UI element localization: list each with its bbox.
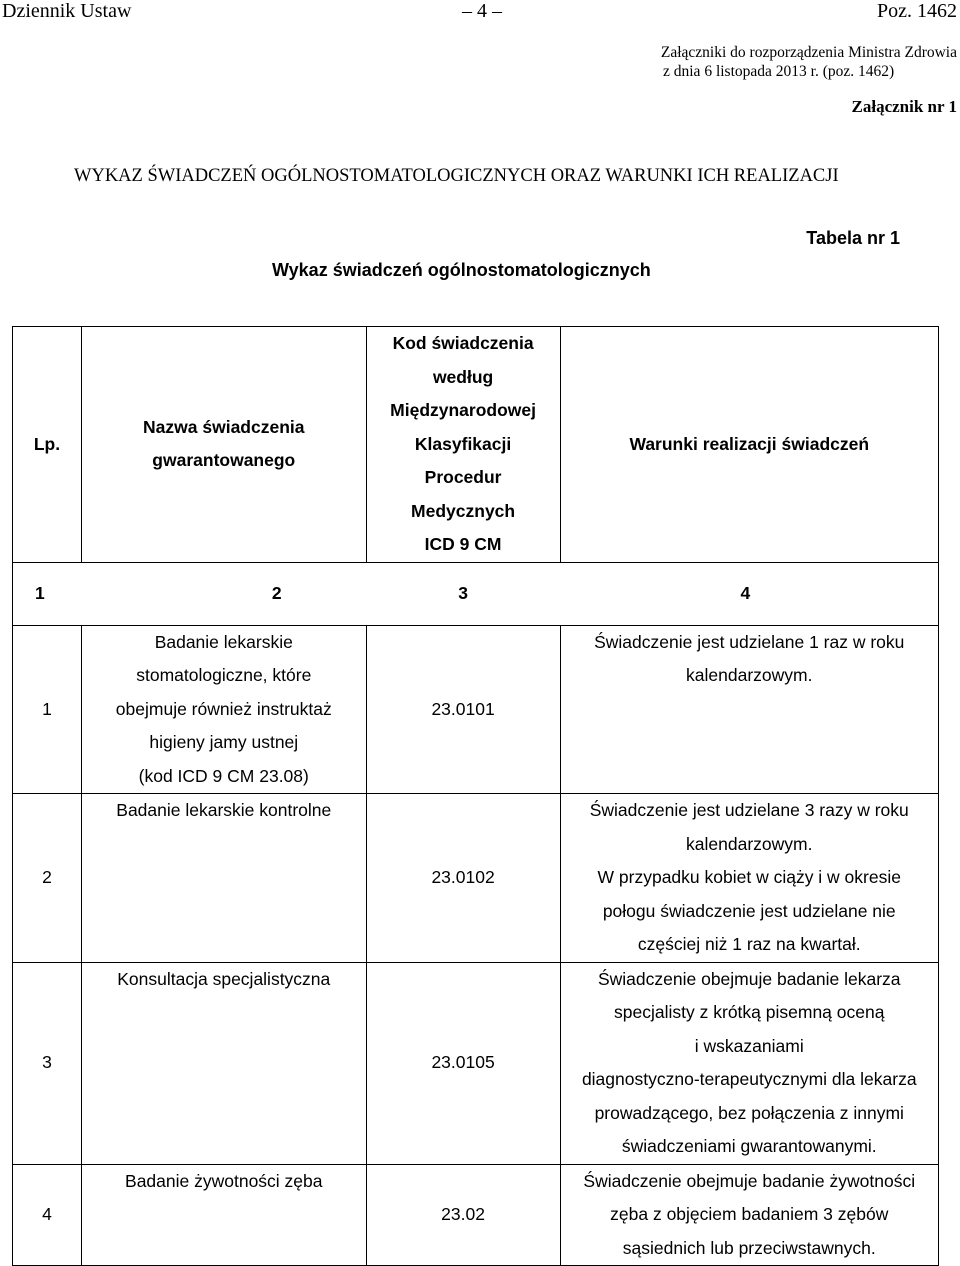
row-name-line: Konsultacja specjalistyczna [117,968,331,989]
row-name-line: (kod ICD 9 CM 23.08) [138,765,309,786]
table-row [13,1164,939,1266]
row-conditions-line: W przypadku kobiet w ciąży i w okresie [597,867,901,887]
row-code: 23.02 [366,1164,560,1266]
header-code-line: ICD 9 CM [424,534,502,554]
row-conditions [560,962,938,1164]
table-title: Wykaz świadczeń ogólnostomatologicznych [272,260,651,280]
row-name-line: higieny jamy ustnej [149,732,299,752]
row-conditions-line: Świadczenie obejmuje badanie żywotności [583,1170,916,1191]
position-number: Poz. 1462 [877,0,957,22]
column-number-row [13,562,939,625]
row-conditions-line: specjalisty z krótką pisemną oceną [614,1002,885,1022]
column-number: 4 [560,562,938,625]
header-code-line: Medycznych [411,500,516,521]
column-number: 3 [366,562,560,625]
header-code-line: Międzynarodowej [390,400,536,420]
table-header-row [13,327,939,563]
header-lp: Lp. [13,327,82,563]
attachment-note-line1: Załączniki do rozporządzenia Ministra Zdrowia [660,44,957,61]
header-code-line: Kod świadczenia [392,333,534,353]
row-conditions-line: połogu świadczenie jest udzielane nie [602,900,896,921]
row-conditions [560,625,938,794]
table-row [13,794,939,963]
row-code: 23.0102 [366,794,560,963]
row-conditions-line: prowadzącego, bez połączenia z innymi [594,1102,904,1123]
row-name [81,962,366,1164]
row-code: 23.0105 [366,962,560,1164]
row-conditions-line: świadczeniami gwarantowanymi. [621,1136,877,1156]
header-code-line: według [432,366,494,387]
row-conditions-line: Świadczenie obejmuje badanie lekarza [597,968,901,989]
row-conditions-line: Świadczenie jest udzielane 1 raz w roku [594,631,905,652]
column-number: 2 [81,562,366,625]
row-name-line: Badanie lekarskie [154,631,293,652]
page-number: – 4 – [462,0,502,22]
header-code-line: Klasyfikacji [414,433,512,454]
row-name-line: Badanie lekarskie kontrolne [116,800,332,820]
row-name-line: obejmuje również instruktaż [115,698,332,719]
row-lp: 3 [13,962,82,1164]
row-conditions [560,1164,938,1266]
column-number: 1 [13,562,82,625]
row-name [81,1164,366,1266]
row-lp: 1 [13,625,82,794]
row-lp: 2 [13,794,82,963]
services-table [12,326,939,1266]
row-code: 23.0101 [366,625,560,794]
header-conditions: Warunki realizacji świadczeń [560,327,938,563]
row-lp: 4 [13,1164,82,1266]
row-name [81,794,366,963]
row-conditions [560,794,938,963]
row-conditions-line: kalendarzowym. [686,833,813,854]
header-name [81,327,366,563]
row-conditions-line: i wskazaniami [694,1035,804,1056]
row-name-line: Badanie żywotności zęba [125,1170,323,1191]
row-conditions-line: częściej niż 1 raz na kwartał. [637,934,861,954]
attachment-note-line2: z dnia 6 listopada 2013 r. (poz. 1462) [663,63,895,80]
table-number: Tabela nr 1 [806,228,900,248]
row-conditions-line: diagnostyczno-terapeutycznymi dla lekarza [581,1069,917,1089]
row-conditions-line: kalendarzowym. [686,665,813,685]
row-name-line: stomatologiczne, które [136,665,312,685]
row-conditions-line: zęba z objęciem badaniem 3 zębów [610,1204,889,1224]
header-name-line: gwarantowanego [152,450,296,471]
header-code-line: Procedur [424,467,502,487]
row-conditions-line: Świadczenie jest udzielane 3 razy w roku [589,800,909,820]
row-conditions-line: sąsiednich lub przeciwstawnych. [622,1237,876,1258]
table-row [13,962,939,1164]
header-code [366,327,560,563]
journal-name: Dziennik Ustaw [2,0,132,22]
header-name-line: Nazwa świadczenia [143,416,305,437]
document-title: WYKAZ ŚWIADCZEŃ OGÓLNOSTOMATOLOGICZNYCH ORAZ WARUNKI ICH REALIZACJI [74,166,839,186]
table-row [13,625,939,794]
row-name [81,625,366,794]
annex-label: Załącznik nr 1 [851,97,957,116]
